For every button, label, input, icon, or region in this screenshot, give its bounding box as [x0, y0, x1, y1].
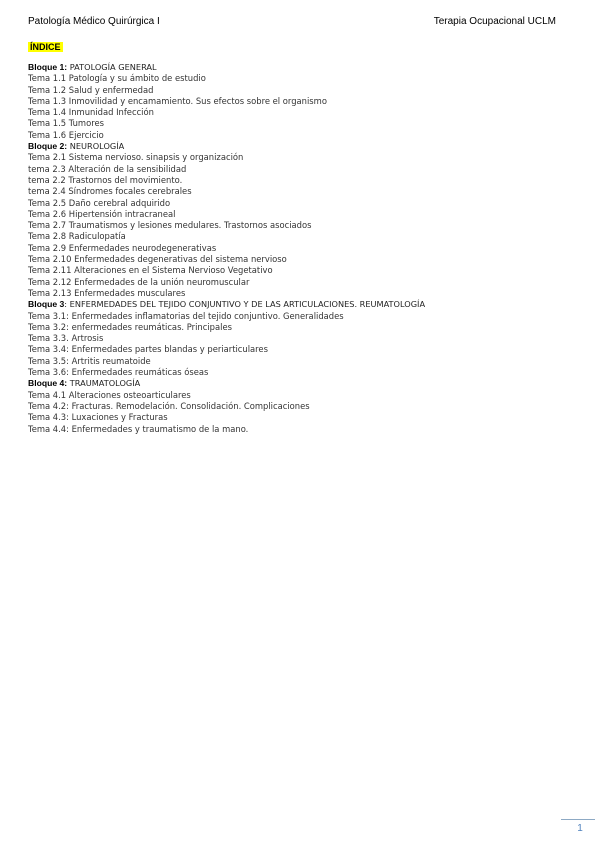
- toc-topic-item: Tema 1.4 Inmunidad Infección: [28, 107, 154, 118]
- toc-topic-item: Tema 4.4: Enfermedades y traumatismo de la mano.: [28, 423, 249, 434]
- toc-topic-item: Tema 3.6: Enfermedades reumáticas óseas: [28, 367, 209, 378]
- page-header: [28, 16, 556, 27]
- toc-topic-item: Tema 4.2: Fracturas. Remodelación. Consolidación. Complicaciones: [28, 400, 310, 411]
- toc-block-heading: [28, 378, 568, 389]
- block-label: Bloque 4:: [28, 378, 68, 389]
- footer-rule: [561, 819, 595, 820]
- table-of-contents: [28, 62, 568, 435]
- toc-topic-item: Tema 3.5: Artritis reumatoide: [28, 355, 151, 366]
- header-degree-name: Terapia Ocupacional UCLM: [433, 16, 556, 27]
- toc-topic-item: tema 2.2 Trastornos del movimiento.: [28, 174, 183, 185]
- block-label: Bloque 2:: [28, 141, 68, 152]
- toc-topic-item: Tema 2.6 Hipertensión intracraneal: [28, 208, 176, 219]
- toc-topic-item: Tema 1.2 Salud y enfermedad: [28, 84, 154, 95]
- toc-title: ÍNDICE: [30, 42, 61, 52]
- toc-topic-item: Tema 1.5 Tumores: [28, 118, 104, 129]
- toc-block-heading: [28, 141, 568, 152]
- toc-topic-item: Tema 2.13 Enfermedades musculares: [28, 287, 186, 298]
- toc-topic-item: Tema 1.6 Ejercicio: [28, 129, 104, 140]
- toc-topic-item: Tema 2.11 Alteraciones en el Sistema Nervioso Vegetativo: [28, 265, 273, 276]
- header-course-title: Patología Médico Quirúrgica I: [28, 16, 160, 27]
- block-title: : ENFERMEDADES DEL TEJIDO CONJUNTIVO Y DE LAS ARTICULACIONES. REUMATOLOGÍA: [64, 299, 426, 310]
- toc-topic-item: Tema 3.3. Artrosis: [28, 333, 104, 344]
- toc-topic-item: Tema 3.2: enfermedades reumáticas. Principales: [28, 321, 232, 332]
- block-title: PATOLOGÍA GENERAL: [67, 62, 157, 72]
- page-number: 1: [577, 823, 583, 834]
- toc-topic-item: Tema 4.1 Alteraciones osteoarticulares: [28, 389, 191, 400]
- toc-topic-item: Tema 3.4: Enfermedades partes blandas y periarticulares: [28, 344, 268, 355]
- toc-topic-item: Tema 2.9 Enfermedades neurodegenerativas: [28, 242, 217, 253]
- toc-topic-item: Tema 2.12 Enfermedades de la unión neuromuscular: [28, 276, 250, 287]
- toc-topic-item: Tema 2.5 Daño cerebral adquirido: [28, 197, 171, 208]
- toc-topic-item: Tema 1.3 Inmovilidad y encamamiento. Sus efectos sobre el organismo: [28, 95, 327, 106]
- block-label: Bloque 1:: [28, 62, 68, 72]
- toc-block-heading: [28, 299, 568, 310]
- toc-topic-item: Tema 2.8 Radiculopatía: [28, 231, 126, 242]
- toc-topic-item: Tema 2.10 Enfermedades degenerativas del sistema nervioso: [28, 254, 287, 265]
- toc-topic-item: Tema 3.1: Enfermedades inflamatorias del tejido conjuntivo. Generalidades: [28, 310, 344, 321]
- toc-topic-item: Tema 4.3: Luxaciones y Fracturas: [28, 412, 168, 423]
- toc-topic-item: Tema 2.1 Sistema nervioso. sinapsis y organización: [28, 152, 244, 163]
- toc-topic-item: tema 2.3 Alteración de la sensibilidad: [28, 163, 187, 174]
- block-title: NEUROLOGÍA: [67, 141, 125, 152]
- block-title: TRAUMATOLOGÍA: [67, 378, 141, 389]
- toc-topic-item: Tema 1.1 Patología y su ámbito de estudio: [28, 73, 206, 84]
- toc-topic-item: Tema 2.7 Traumatismos y lesiones medulares. Trastornos asociados: [28, 220, 312, 231]
- toc-block-heading: [28, 62, 568, 73]
- block-label: Bloque 3: [28, 299, 65, 310]
- toc-topic-item: tema 2.4 Síndromes focales cerebrales: [28, 186, 192, 197]
